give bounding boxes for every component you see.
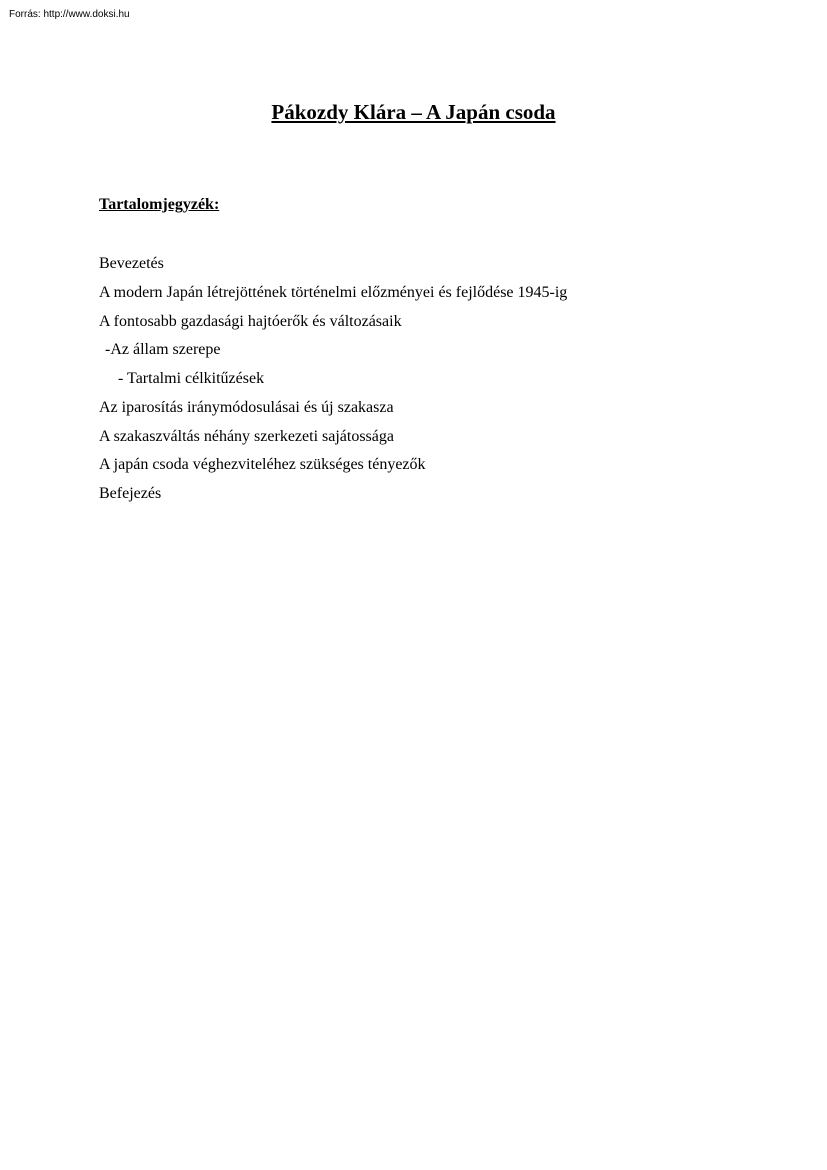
- toc-heading: Tartalomjegyzék:: [99, 196, 220, 213]
- source-line: Forrás: http://www.doksi.hu: [9, 9, 130, 20]
- toc-item-factors: A japán csoda véghezviteléhez szükséges tényezők: [99, 456, 426, 474]
- table-of-contents: [99, 250, 567, 509]
- toc-item-befejezes: Befejezés: [99, 485, 162, 502]
- toc-item-economic-drivers: A fontosabb gazdasági hajtóerők és változásaik: [99, 312, 402, 330]
- toc-item-structural-features: A szakaszváltás néhány szerkezeti sajátossága: [99, 427, 394, 445]
- toc-item-objectives: - Tartalmi célkitűzések: [118, 370, 265, 387]
- document-title: Pákozdy Klára – A Japán csoda: [271, 100, 556, 124]
- toc-item-state-role: -Az állam szerepe: [105, 341, 221, 359]
- toc-item-history: A modern Japán létrejöttének történelmi előzményei és fejlődése 1945-ig: [99, 283, 568, 301]
- toc-item-industrialization: Az iparosítás iránymódosulásai és új szakasza: [99, 398, 394, 416]
- toc-item-bevezetes: Bevezetés: [99, 255, 164, 272]
